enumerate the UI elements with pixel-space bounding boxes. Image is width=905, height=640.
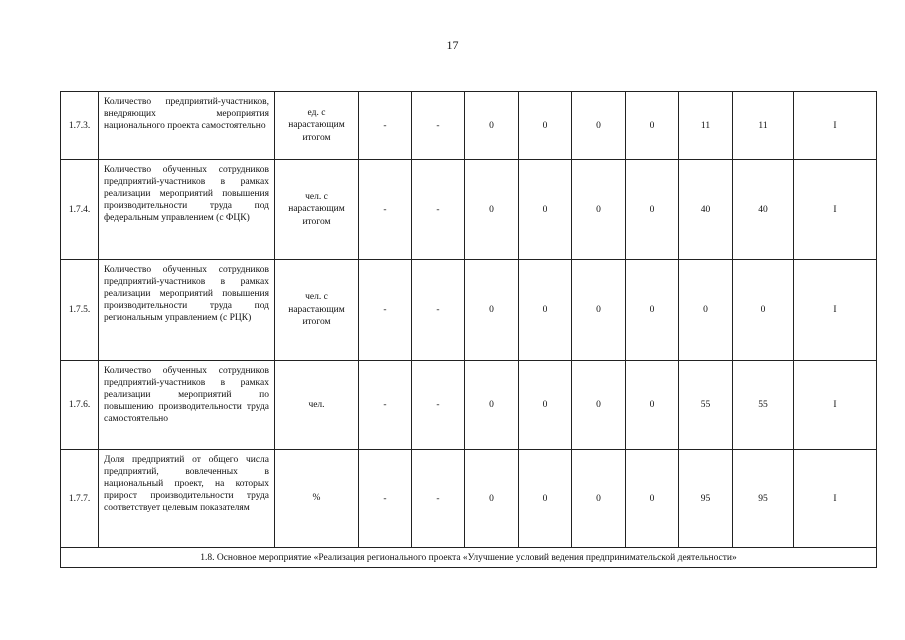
indicator-name: Количество обученных сотрудников предприятий-участников в рамках реализации мероприятий повышения производительности труда под федеральным управлением (с ФЦК) [99,160,275,260]
value-cell: 0 [465,450,519,548]
indicators-table [60,91,877,568]
value-cell: 40 [679,160,733,260]
unit-of-measure: ед. с нарастающим итогом [275,92,359,160]
value-cell: - [412,92,465,160]
value-cell: I [794,92,877,160]
value-cell: - [359,450,412,548]
value-cell: - [359,92,412,160]
unit-of-measure: чел. [275,361,359,450]
value-cell: - [359,260,412,361]
indicator-name: Количество обученных сотрудников предприятий-участников в рамках реализации мероприятий по повышению производительности труда самостоятельно [99,361,275,450]
table-row [61,361,877,450]
row-number: 1.7.6. [61,361,99,450]
table-row [61,260,877,361]
value-cell: 11 [679,92,733,160]
value-cell: 0 [626,260,679,361]
table-row [61,92,877,160]
unit-of-measure: чел. с нарастающим итогом [275,260,359,361]
unit-of-measure: % [275,450,359,548]
unit-of-measure: чел. с нарастающим итогом [275,160,359,260]
value-cell: 0 [572,160,626,260]
value-cell: 0 [519,361,572,450]
value-cell: 11 [733,92,794,160]
value-cell: I [794,361,877,450]
value-cell: - [359,160,412,260]
value-cell: 95 [733,450,794,548]
row-number: 1.7.4. [61,160,99,260]
indicator-name: Доля предприятий от общего числа предприятий, вовлеченных в национальный проект, на которых прирост производительности труда соответствует целевым показателям [99,450,275,548]
value-cell: 0 [572,92,626,160]
value-cell: 40 [733,160,794,260]
value-cell: 0 [626,160,679,260]
value-cell: 0 [465,361,519,450]
value-cell: 0 [626,92,679,160]
value-cell: 95 [679,450,733,548]
row-number: 1.7.5. [61,260,99,361]
table-body [61,92,877,568]
value-cell: I [794,260,877,361]
value-cell: I [794,450,877,548]
value-cell: - [412,160,465,260]
value-cell: 0 [679,260,733,361]
section-heading: 1.8. Основное мероприятие «Реализация регионального проекта «Улучшение условий ведения предпринимательской деятельности» [61,548,877,568]
value-cell: 0 [519,260,572,361]
value-cell: 0 [572,450,626,548]
table-row [61,450,877,548]
value-cell: 0 [519,160,572,260]
page-number: 17 [446,38,459,52]
value-cell: I [794,160,877,260]
indicator-name: Количество предприятий-участников, внедряющих мероприятия национального проекта самостоятельно [99,92,275,160]
section-row [61,548,877,568]
value-cell: - [359,361,412,450]
value-cell: 0 [572,260,626,361]
value-cell: 0 [626,450,679,548]
value-cell: 0 [465,260,519,361]
row-number: 1.7.7. [61,450,99,548]
value-cell: - [412,361,465,450]
row-number: 1.7.3. [61,92,99,160]
value-cell: 0 [626,361,679,450]
value-cell: 0 [519,92,572,160]
value-cell: 55 [679,361,733,450]
value-cell: - [412,260,465,361]
value-cell: 55 [733,361,794,450]
value-cell: 0 [465,160,519,260]
value-cell: 0 [733,260,794,361]
value-cell: - [412,450,465,548]
value-cell: 0 [465,92,519,160]
indicator-name: Количество обученных сотрудников предприятий-участников в рамках реализации мероприятий повышения производительности труда под региональным управлением (с РЦК) [99,260,275,361]
value-cell: 0 [519,450,572,548]
table-row [61,160,877,260]
value-cell: 0 [572,361,626,450]
